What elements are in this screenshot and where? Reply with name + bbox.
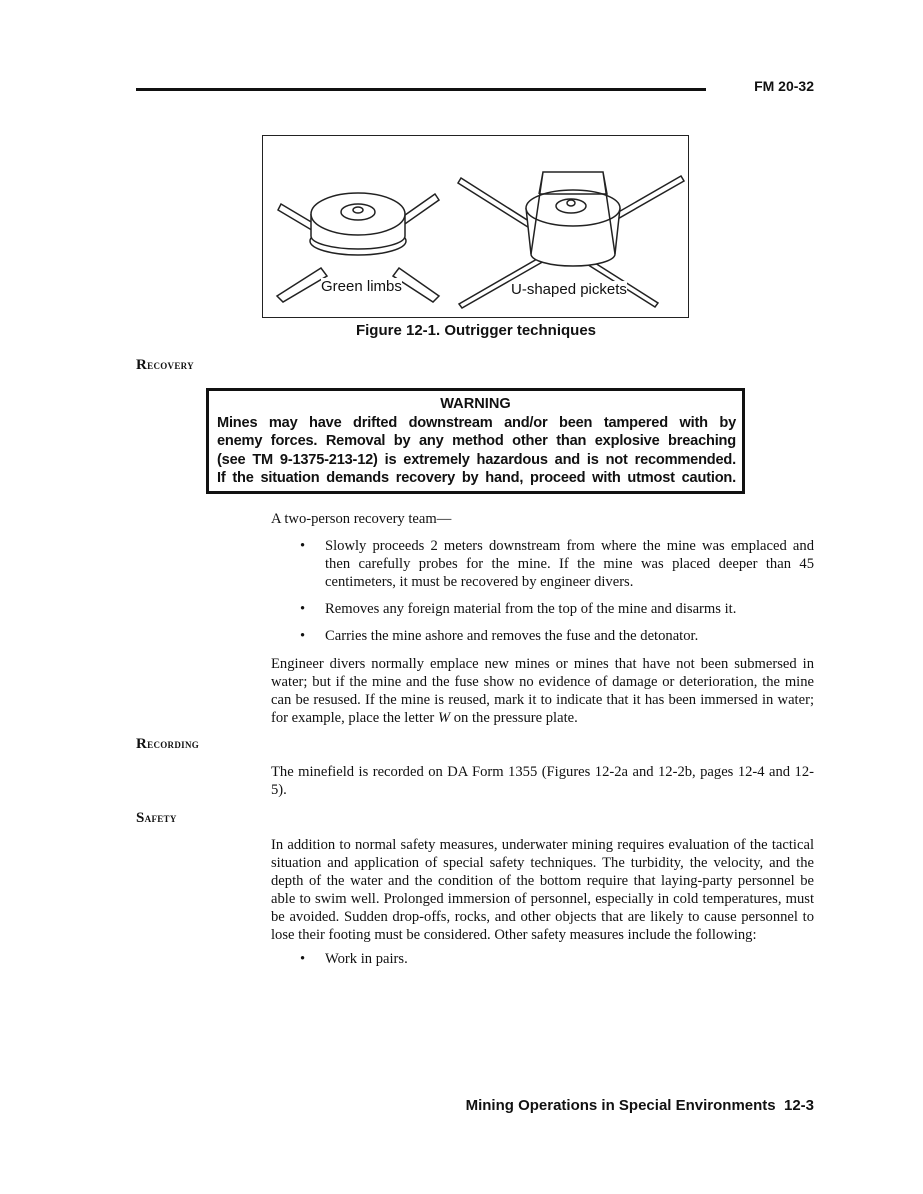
- recovery-intro: A two-person recovery team—: [271, 510, 452, 527]
- bullet-text: Work in pairs.: [325, 950, 408, 967]
- bullet-icon: •: [300, 627, 306, 644]
- page-footer: Mining Operations in Special Environments 12-3: [465, 1097, 814, 1114]
- letter-w: W: [437, 709, 451, 726]
- bullet-item: [300, 627, 814, 645]
- figure-label-green-limbs: Green limbs: [321, 278, 402, 295]
- safety-paragraph: In addition to normal safety measures, underwater mining requires evaluation of the tactical situation and application of special safety techniques. The turbidity, the velocity, and the depth of the water and the condition of the bottom require that laying-party personnel be able to swim well. Prolonged immersion of personnel, especially in cold temperatures, must be avoided. Sudden drop-offs, rocks, and other objects that are likely to cause personnel to lose their footing must be considered. Other safety measures include the following:: [271, 836, 814, 943]
- figure-caption: Figure 12-1. Outrigger techniques: [355, 322, 597, 339]
- warning-line: enemy forces. Removal by any method other than explosive breaching: [217, 433, 736, 449]
- document-id: FM 20-32: [754, 78, 814, 94]
- paragraph-text: on the pressure plate.: [450, 709, 578, 726]
- heading-safety: Safety: [136, 809, 177, 826]
- page-body: [136, 356, 814, 968]
- warning-line: If the situation demands recovery by hand, proceed with utmost caution.: [217, 470, 736, 486]
- figure-outrigger: [262, 135, 689, 318]
- figure-label-u-shaped-pickets: U-shaped pickets: [511, 281, 627, 298]
- bullet-icon: •: [300, 537, 306, 554]
- header-rule: [136, 88, 706, 91]
- bullet-item: [300, 950, 814, 968]
- recording-paragraph: The minefield is recorded on DA Form 1355 (Figures 12-2a and 12-2b, pages 12-4 and 12-5).: [271, 763, 814, 798]
- heading-recovery: Recovery: [136, 357, 194, 373]
- bullet-text: Carries the mine ashore and removes the fuse and the detonator.: [325, 627, 699, 644]
- bullet-item: [300, 600, 814, 618]
- bullet-text: Removes any foreign material from the top of the mine and disarms it.: [325, 600, 737, 617]
- bullet-icon: •: [300, 950, 306, 967]
- heading-recording: Recording: [136, 735, 200, 752]
- warning-line: Mines may have drifted downstream and/or been tampered with by: [217, 414, 736, 431]
- paragraph-text: Engineer divers normally emplace new mines or mines that have not been submersed in water; but if the mine and the fuse show no evidence of damage or deterioration, the mine can be resused. If the mine is reused, mark it to indicate that it has been immersed in water; for example, place the letter: [271, 655, 814, 726]
- bullet-item: [300, 537, 814, 591]
- bullet-icon: •: [300, 600, 306, 617]
- warning-line: (see TM 9-1375-213-12) is extremely hazardous and is not recommended.: [217, 451, 736, 468]
- warning-box: [206, 388, 745, 494]
- recovery-paragraph: [271, 655, 814, 727]
- bullet-text: Slowly proceeds 2 meters downstream from where the mine was emplaced and then carefully probes for the mine. If the mine was placed deeper than 45 centimeters, it must be recovered by engineer divers.: [325, 537, 814, 590]
- warning-title: WARNING: [440, 396, 511, 412]
